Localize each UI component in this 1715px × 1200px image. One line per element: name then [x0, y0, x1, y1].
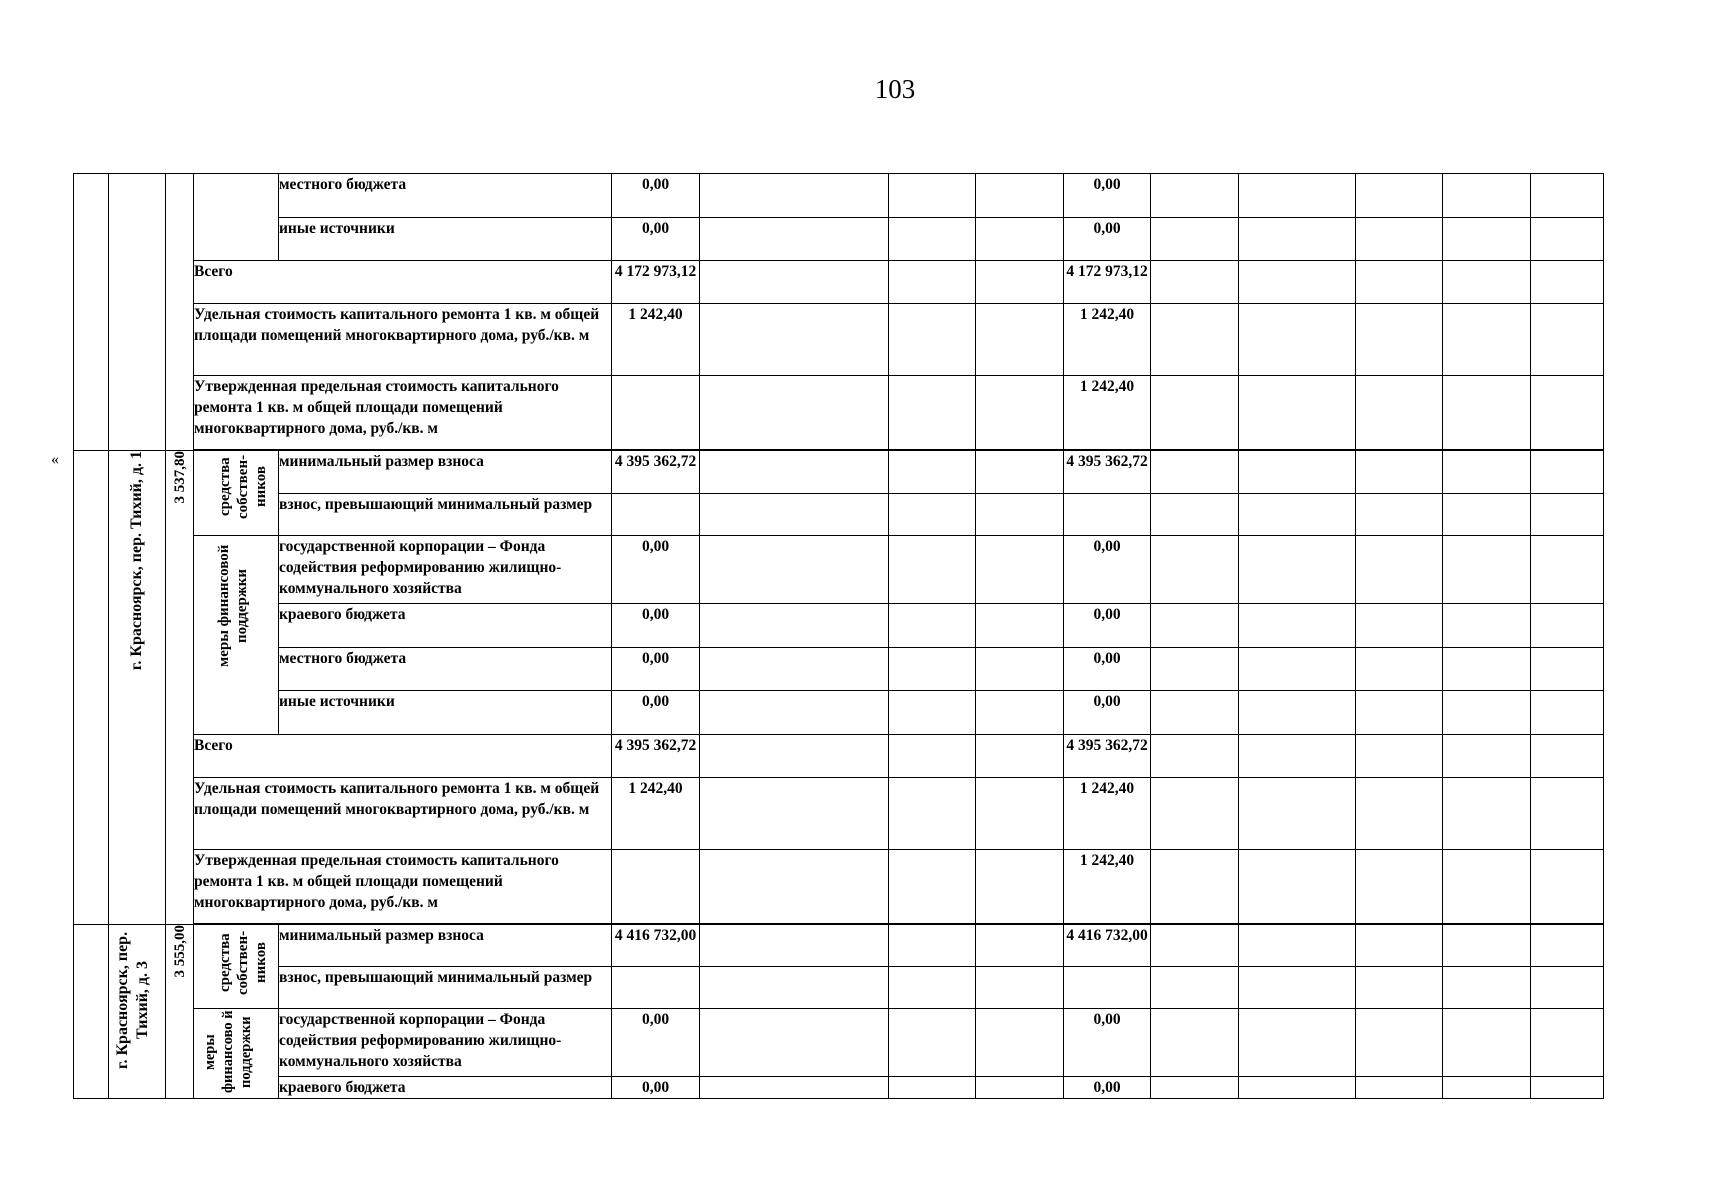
row-label: Утвержденная предельная стоимость капитального ремонта 1 кв. м общей площади помещений многоквартирного дома, руб./кв. м: [194, 850, 612, 924]
value-cell: 0,00: [612, 1009, 700, 1077]
row-label: Всего: [194, 261, 612, 304]
area-text: 3 537,80: [171, 451, 188, 504]
side-quote-mark: «: [51, 451, 59, 468]
table-row: [74, 1077, 1604, 1099]
value-cell: 4 172 973,12: [1064, 261, 1151, 304]
row-label: Удельная стоимость капитального ремонта 1 кв. м общей площади помещений многоквартирного дома, руб./кв. м: [194, 304, 612, 376]
table-row: [74, 850, 1604, 924]
value-cell: 1 242,40: [1064, 850, 1151, 924]
number-cell: [74, 925, 109, 1099]
support-measures-cell: [194, 1009, 279, 1099]
table-row: [74, 494, 1604, 536]
table-row: [74, 691, 1604, 735]
table-row: [74, 648, 1604, 691]
value-cell: 4 395 362,72: [612, 451, 700, 494]
table-row: [74, 735, 1604, 778]
value-cell: 4 172 973,12: [612, 261, 700, 304]
value-cell: 4 395 362,72: [1064, 735, 1151, 778]
row-label: взнос, превышающий минимальный размер: [279, 494, 612, 536]
owners-funds-cell: [194, 925, 279, 1009]
value-cell: 0,00: [1064, 648, 1151, 691]
row-label: краевого бюджета: [279, 604, 612, 648]
row-label: иные источники: [279, 218, 612, 261]
support-measures-text: меры финансовой поддержки: [216, 544, 250, 668]
value-cell: 0,00: [1064, 1009, 1151, 1077]
row-label: Удельная стоимость капитального ремонта 1 кв. м общей площади помещений многоквартирного дома, руб./кв. м: [194, 778, 612, 850]
row-label: государственной корпорации – Фонда содействия реформированию жилищно-коммунального хозяйства: [279, 1009, 612, 1077]
row-label: взнос, превышающий минимальный размер: [279, 967, 612, 1009]
row-label: местного бюджета: [279, 174, 612, 218]
value-cell: 1 242,40: [1064, 304, 1151, 376]
row-label: краевого бюджета: [279, 1077, 612, 1099]
area-text: 3 555,00: [171, 925, 188, 978]
value-cell: 4 416 732,00: [1064, 925, 1151, 967]
value-cell: 0,00: [1064, 691, 1151, 735]
value-cell: 0,00: [1064, 174, 1151, 218]
value-cell: 1 242,40: [612, 304, 700, 376]
table-row: [74, 451, 1604, 494]
address-cell: [109, 451, 166, 925]
capital-repair-table: [73, 173, 1604, 1099]
value-cell: 0,00: [1064, 218, 1151, 261]
page-number: 103: [874, 74, 916, 104]
prev-area-cell: [166, 174, 194, 451]
address-cell: [109, 925, 166, 1099]
value-cell: 0,00: [612, 536, 700, 604]
support-measures-cell: [194, 536, 279, 735]
value-cell: 1 242,40: [1064, 778, 1151, 850]
table-row: [74, 174, 1604, 218]
row-label: иные источники: [279, 691, 612, 735]
value-cell: 0,00: [612, 218, 700, 261]
table-row: [74, 218, 1604, 261]
owners-funds-text: средства собствен-ников: [217, 930, 269, 996]
value-cell: 4 416 732,00: [612, 925, 700, 967]
table-row: [74, 967, 1604, 1009]
row-label: Утвержденная предельная стоимость капитального ремонта 1 кв. м общей площади помещений многоквартирного дома, руб./кв. м: [194, 376, 612, 450]
table-row: [74, 604, 1604, 648]
support-measures-text: меры финансово й поддержки: [202, 1010, 254, 1094]
value-cell: 0,00: [612, 648, 700, 691]
number-cell: [74, 451, 109, 925]
row-label: минимальный размер взноса: [279, 925, 612, 967]
prev-address-cell: [109, 174, 166, 451]
value-cell: 0,00: [1064, 1077, 1151, 1099]
table-row: [74, 1009, 1604, 1077]
table-row: [74, 778, 1604, 850]
owners-funds-text: средства собствен-ников: [217, 454, 269, 520]
row-label: местного бюджета: [279, 648, 612, 691]
table-row: [74, 925, 1604, 967]
table-row: [74, 304, 1604, 376]
value-cell: 4 395 362,72: [1064, 451, 1151, 494]
row-label: Всего: [194, 735, 612, 778]
area-cell: [166, 451, 194, 925]
address-text: г. Красноярск, пер. Тихий, д. 1: [128, 451, 145, 671]
table-row: [74, 536, 1604, 604]
value-cell: 1 242,40: [612, 778, 700, 850]
row-label: государственной корпорации – Фонда содействия реформированию жилищно-коммунального хозяйства: [279, 536, 612, 604]
value-cell: 0,00: [1064, 604, 1151, 648]
value-cell: 0,00: [1064, 536, 1151, 604]
area-cell: [166, 925, 194, 1099]
table-row: [74, 376, 1604, 450]
row-label: минимальный размер взноса: [279, 451, 612, 494]
prev-support-group-cell: [194, 174, 279, 261]
prev-number-cell: [74, 174, 109, 451]
value-cell: 0,00: [612, 1077, 700, 1099]
owners-funds-cell: [194, 451, 279, 536]
table-row: [74, 261, 1604, 304]
value-cell: 0,00: [612, 691, 700, 735]
address-text: г. Красноярск, пер. Тихий, д. 3: [114, 931, 151, 1069]
value-cell: 1 242,40: [1064, 376, 1151, 450]
value-cell: 4 395 362,72: [612, 735, 700, 778]
value-cell: 0,00: [612, 174, 700, 218]
value-cell: 0,00: [612, 604, 700, 648]
